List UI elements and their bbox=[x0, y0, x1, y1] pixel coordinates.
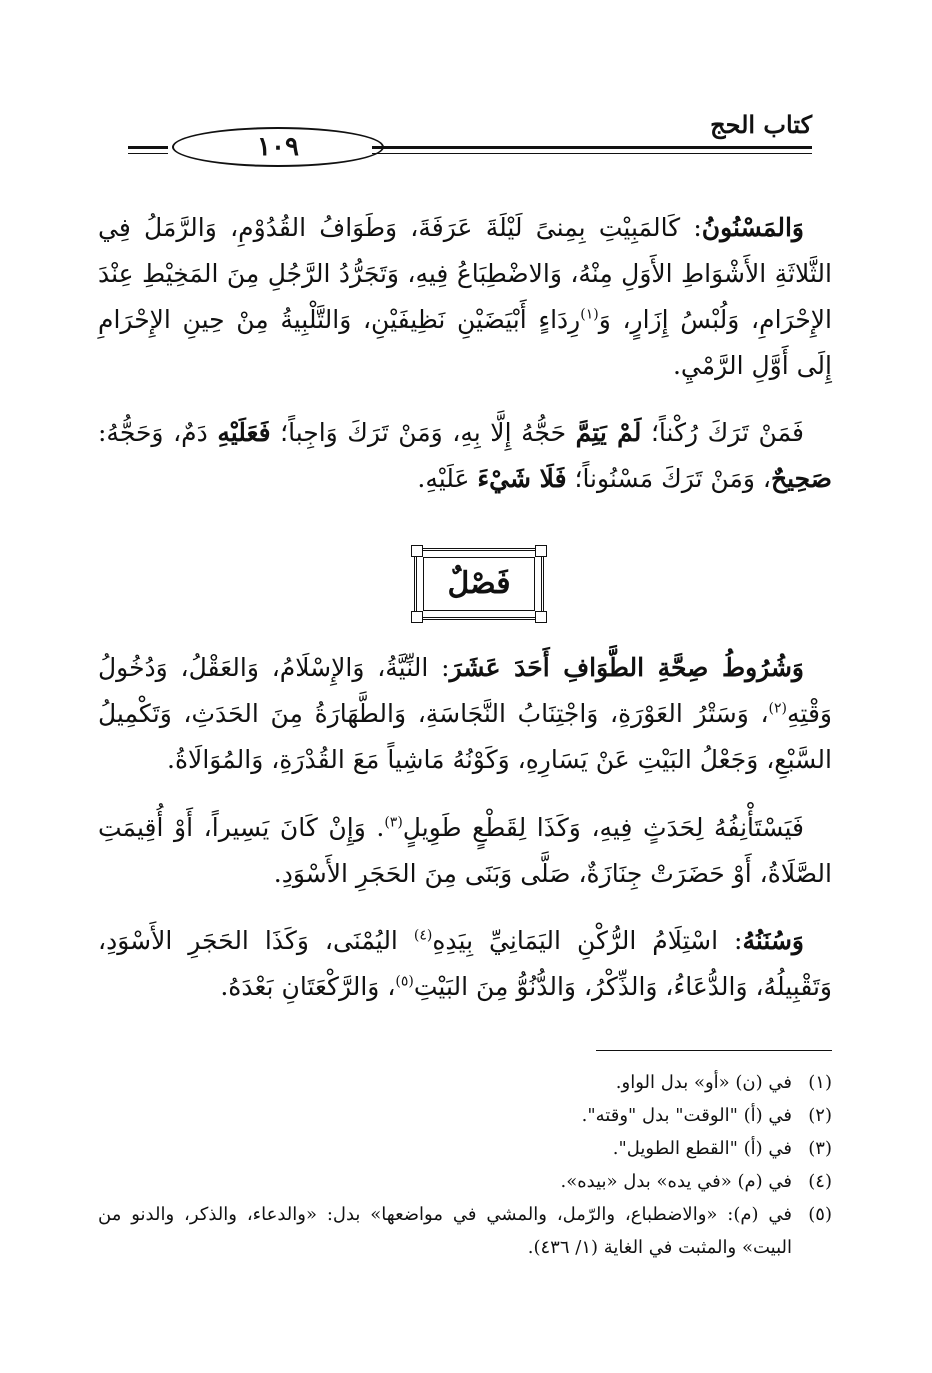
frame-corner bbox=[535, 611, 547, 623]
frame-corner bbox=[411, 545, 423, 557]
paragraph-text: : كَالمَبِيْتِ بِمِنىً لَيْلَةَ عَرَفَةَ، وَطَوَافُ القُدُوْمِ، وَالرَّمَلُ فِي الثَّلاثَةِ الأَشْوَاطِ الأَوَلِ مِنْهُ، وَالاضْطِبَاعُ فِيهِ، وَتَجَرُّدُ الرَّجُلِ مِنَ المَخِيْطِ عِنْدَ الإِحْرَامِ، وَلُبْسُ إِزَارٍ، وَ bbox=[98, 213, 832, 334]
frame-corner bbox=[535, 545, 547, 557]
footnote-number: (٢) bbox=[808, 1105, 832, 1126]
paragraph-text: ، وَالرَّكْعَتَانِ بَعْدَهُ. bbox=[220, 972, 396, 1001]
page-header bbox=[128, 105, 812, 165]
footnote-ref[interactable]: (٢) bbox=[768, 700, 788, 717]
paragraph-lead: وَشُرُوطُ صِحَّةِ الطَّوَافِ أَحَدَ عَشَرَ bbox=[449, 653, 804, 682]
footnote-ref[interactable]: (٤) bbox=[413, 927, 433, 944]
book-title: كتاب الحج bbox=[710, 110, 812, 139]
paragraph-text: . وَإِنْ كَانَ يَسِيراً، أَوْ أُقِيمَتِ الصَّلَاةُ، أَوْ حَضَرَتْ جِنَازَةٌ، صَلَّى وَبَنَى مِنَ الحَجَرِ الأَسْوَدِ. bbox=[98, 813, 832, 888]
paragraph-tawaf-conditions bbox=[98, 645, 832, 783]
paragraph-masnun bbox=[98, 205, 832, 389]
paragraph-text: فَيَسْتَأْنِفُهُ لِحَدَثٍ فِيهِ، وَكَذَا لِقَطْعٍ طَوِيلٍ bbox=[402, 813, 805, 842]
section-heading-frame bbox=[414, 548, 544, 620]
paragraph-lead: وَالمَسْنُونُ bbox=[701, 213, 804, 242]
paragraph-text: ، وَسَتْرُ العَوْرَةِ، وَاجْتِنَابُ النَّجَاسَةِ، وَالطَّهَارَةُ مِنَ الحَدَثِ، وَتَكْمِيلُ السَّبْعِ، وَجَعْلُ البَيْتِ عَنْ يَسَارِهِ، وَكَوْنُهُ مَاشِياً مَعَ القُدْرَةِ، وَالمُوَالَاةُ. bbox=[98, 699, 832, 774]
footnote bbox=[98, 1066, 832, 1099]
section-heading: فَصْلٌ bbox=[423, 557, 535, 611]
bold-phrase: صَحِيحٌ bbox=[770, 464, 832, 493]
bold-phrase: فَعَلَيْهِ bbox=[217, 418, 271, 447]
footnote-text: في (ن) «أو» بدل الواو. bbox=[615, 1072, 792, 1093]
footnote-text: في (م): «والاضطباع، والرّمل، والمشي في مواضعها» بدل: «والدعاء، والذكر، والدنو من البيت» والمثبت في الغاية (١/ ٤٣٦). bbox=[98, 1204, 792, 1258]
frame-corner bbox=[411, 611, 423, 623]
footnotes bbox=[98, 1066, 832, 1264]
header-rule-left bbox=[128, 146, 168, 154]
paragraph-text: : اسْتِلَامُ الرُّكْنِ اليَمَانِيِّ بِيَدِهِ bbox=[432, 926, 743, 955]
footnote-separator bbox=[596, 1050, 832, 1051]
footnote-ref[interactable]: (١) bbox=[580, 306, 599, 323]
paragraph-text: عَلَيْهِ. bbox=[417, 464, 478, 493]
footnote-number: (٥) bbox=[808, 1204, 832, 1225]
footnote bbox=[98, 1132, 832, 1165]
paragraph-rulings bbox=[98, 410, 832, 502]
paragraph-text: حَجُّهُ إِلَّا بِهِ، وَمَنْ تَرَكَ وَاجِباً؛ bbox=[270, 418, 576, 447]
header-rule-right bbox=[372, 146, 812, 154]
paragraph-restart bbox=[98, 805, 832, 897]
footnote-number: (٤) bbox=[808, 1171, 832, 1192]
footnote-number: (١) bbox=[808, 1072, 832, 1093]
footnote-text: في (أ) "القطع الطويل". bbox=[612, 1138, 792, 1159]
paragraph-text: دَمٌ، وَحَجُّهُ: bbox=[98, 418, 218, 447]
footnote-ref[interactable]: (٣) bbox=[384, 814, 403, 831]
paragraph-text: اليُمْنَى، وَكَذَا الحَجَرِ الأَسْوَدِ، وَتَقْبِيلُهُ، وَالدُّعَاءُ، وَالذِّكْرُ، وَالدُّنُوُّ مِنَ البَيْتِ bbox=[98, 926, 832, 1001]
footnote bbox=[98, 1165, 832, 1198]
footnote-ref[interactable]: (٥) bbox=[395, 973, 414, 990]
paragraph-text: رِدَاءٍ أَبْيَضَيْنِ نَظِيفَيْنِ، وَالتَّلْبِيةُ مِنْ حِينِ الإِحْرَامِ إِلَى أَوَّلِ الرَّمْيِ. bbox=[98, 305, 832, 380]
page-number: ١٠٩ bbox=[172, 127, 384, 167]
footnote-number: (٣) bbox=[808, 1138, 832, 1159]
paragraph-sunan bbox=[98, 918, 832, 1010]
paragraph-text: : النِّيَّةُ، وَالإِسْلَامُ، وَالعَقْلُ، وَدُخُولُ وَقْتِهِ bbox=[98, 653, 832, 728]
bold-phrase: فَلَا شَيْءَ bbox=[477, 464, 567, 493]
footnote bbox=[98, 1099, 832, 1132]
paragraph-text: فَمَنْ تَرَكَ رُكْناً؛ bbox=[641, 418, 804, 447]
footnote-text: في (أ) "الوقت" بدل "وقته". bbox=[581, 1105, 792, 1126]
footnote-text: في (م) «في يده» بدل «بيده». bbox=[560, 1171, 792, 1192]
footnote bbox=[98, 1198, 832, 1264]
paragraph-lead: وَسُنَنُهُ bbox=[742, 926, 804, 955]
paragraph-text: ، وَمَنْ تَرَكَ مَسْنُوناً؛ bbox=[566, 464, 771, 493]
bold-phrase: لَمْ يَتِمَّ bbox=[575, 418, 642, 447]
